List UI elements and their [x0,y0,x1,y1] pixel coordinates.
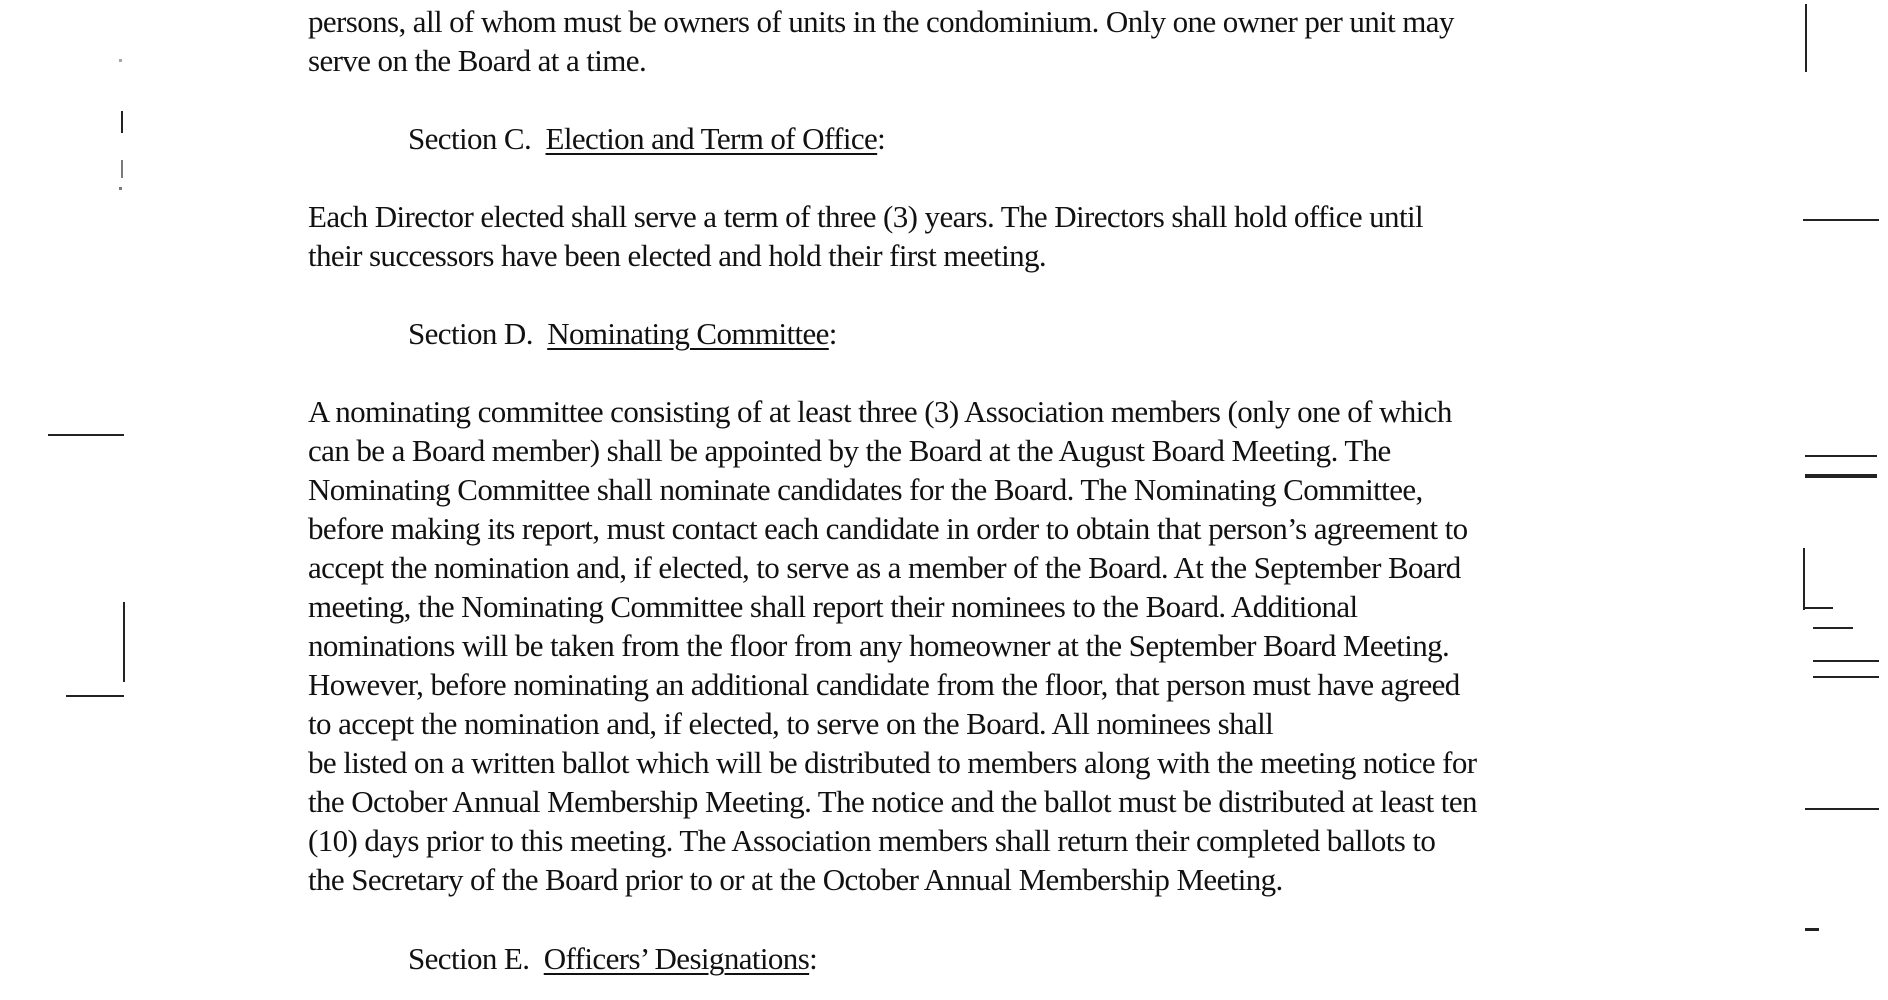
scan-margin-mark [121,111,123,133]
scan-margin-mark [1805,928,1819,931]
scan-margin-mark [1805,455,1877,457]
paragraph-line: be listed on a written ballot which will be distributed to members along with the meeting notice for [308,745,1477,780]
scan-margin-mark [1813,676,1879,678]
section-c-title: Election and Term of Office [545,121,878,156]
paragraph-line: the Secretary of the Board prior to or at the October Annual Membership Meeting. [308,862,1283,897]
paragraph-line: before making its report, must contact each candidate in order to obtain that person’s agreement to [308,511,1468,546]
section-d-colon: : [828,316,837,351]
paragraph-line: However, before nominating an additional candidate from the floor, that person must have agreed [308,667,1460,702]
section-d-heading [408,314,837,353]
paragraph-line: (10) days prior to this meeting. The Association members shall return their completed ballots to [308,823,1436,858]
paragraph-line: meeting, the Nominating Committee shall report their nominees to the Board. Additional [308,589,1358,624]
section-e-title: Officers’ Designations [543,941,810,976]
paragraph-line: their successors have been elected and hold their first meeting. [308,238,1047,273]
scan-margin-mark [1803,219,1879,221]
paragraph-line: serve on the Board at a time. [308,43,647,78]
section-e-colon: : [809,941,818,976]
scan-margin-mark [48,434,124,436]
section-c-paragraph [308,197,1638,275]
paragraph-line: to accept the nomination and, if elected, to serve on the Board. All nominees shall [308,706,1274,741]
scan-margin-mark [66,695,124,697]
paragraph-line: nominations will be taken from the floor from any homeowner at the September Board Meeting. [308,628,1450,663]
paragraph-line: persons, all of whom must be owners of units in the condominium. Only one owner per unit may [308,4,1454,39]
paragraph-line: Each Director elected shall serve a term of three (3) years. The Directors shall hold office until [308,199,1423,234]
section-d-label: Section D. [408,316,533,351]
scan-margin-mark [1805,607,1833,609]
scan-margin-mark [1813,627,1853,629]
paragraph-line: the October Annual Membership Meeting. The notice and the ballot must be distributed at least ten [308,784,1477,819]
section-c-label: Section C. [408,121,532,156]
section-d-paragraph [308,392,1638,899]
scan-margin-mark [121,160,123,178]
section-c-colon: : [877,121,886,156]
intro-paragraph [308,2,1638,80]
section-c-heading [408,119,885,158]
scan-margin-mark [119,59,122,62]
scan-margin-mark [1813,660,1879,662]
paragraph-line: Nominating Committee shall nominate candidates for the Board. The Nominating Committee, [308,472,1423,507]
section-e-label: Section E. [408,941,530,976]
scan-margin-mark [1805,474,1877,478]
scan-margin-mark [123,602,125,682]
scan-margin-mark [1803,548,1805,610]
paragraph-line: accept the nomination and, if elected, to serve as a member of the Board. At the September Board [308,550,1461,585]
scan-margin-mark [119,187,122,190]
section-d-title: Nominating Committee [547,316,829,351]
section-e-heading [408,939,817,978]
scan-margin-mark [1805,808,1879,810]
paragraph-line: A nominating committee consisting of at least three (3) Association members (only one of which [308,394,1452,429]
scan-margin-mark [1805,4,1807,72]
paragraph-line: can be a Board member) shall be appointed by the Board at the August Board Meeting. The [308,433,1391,468]
